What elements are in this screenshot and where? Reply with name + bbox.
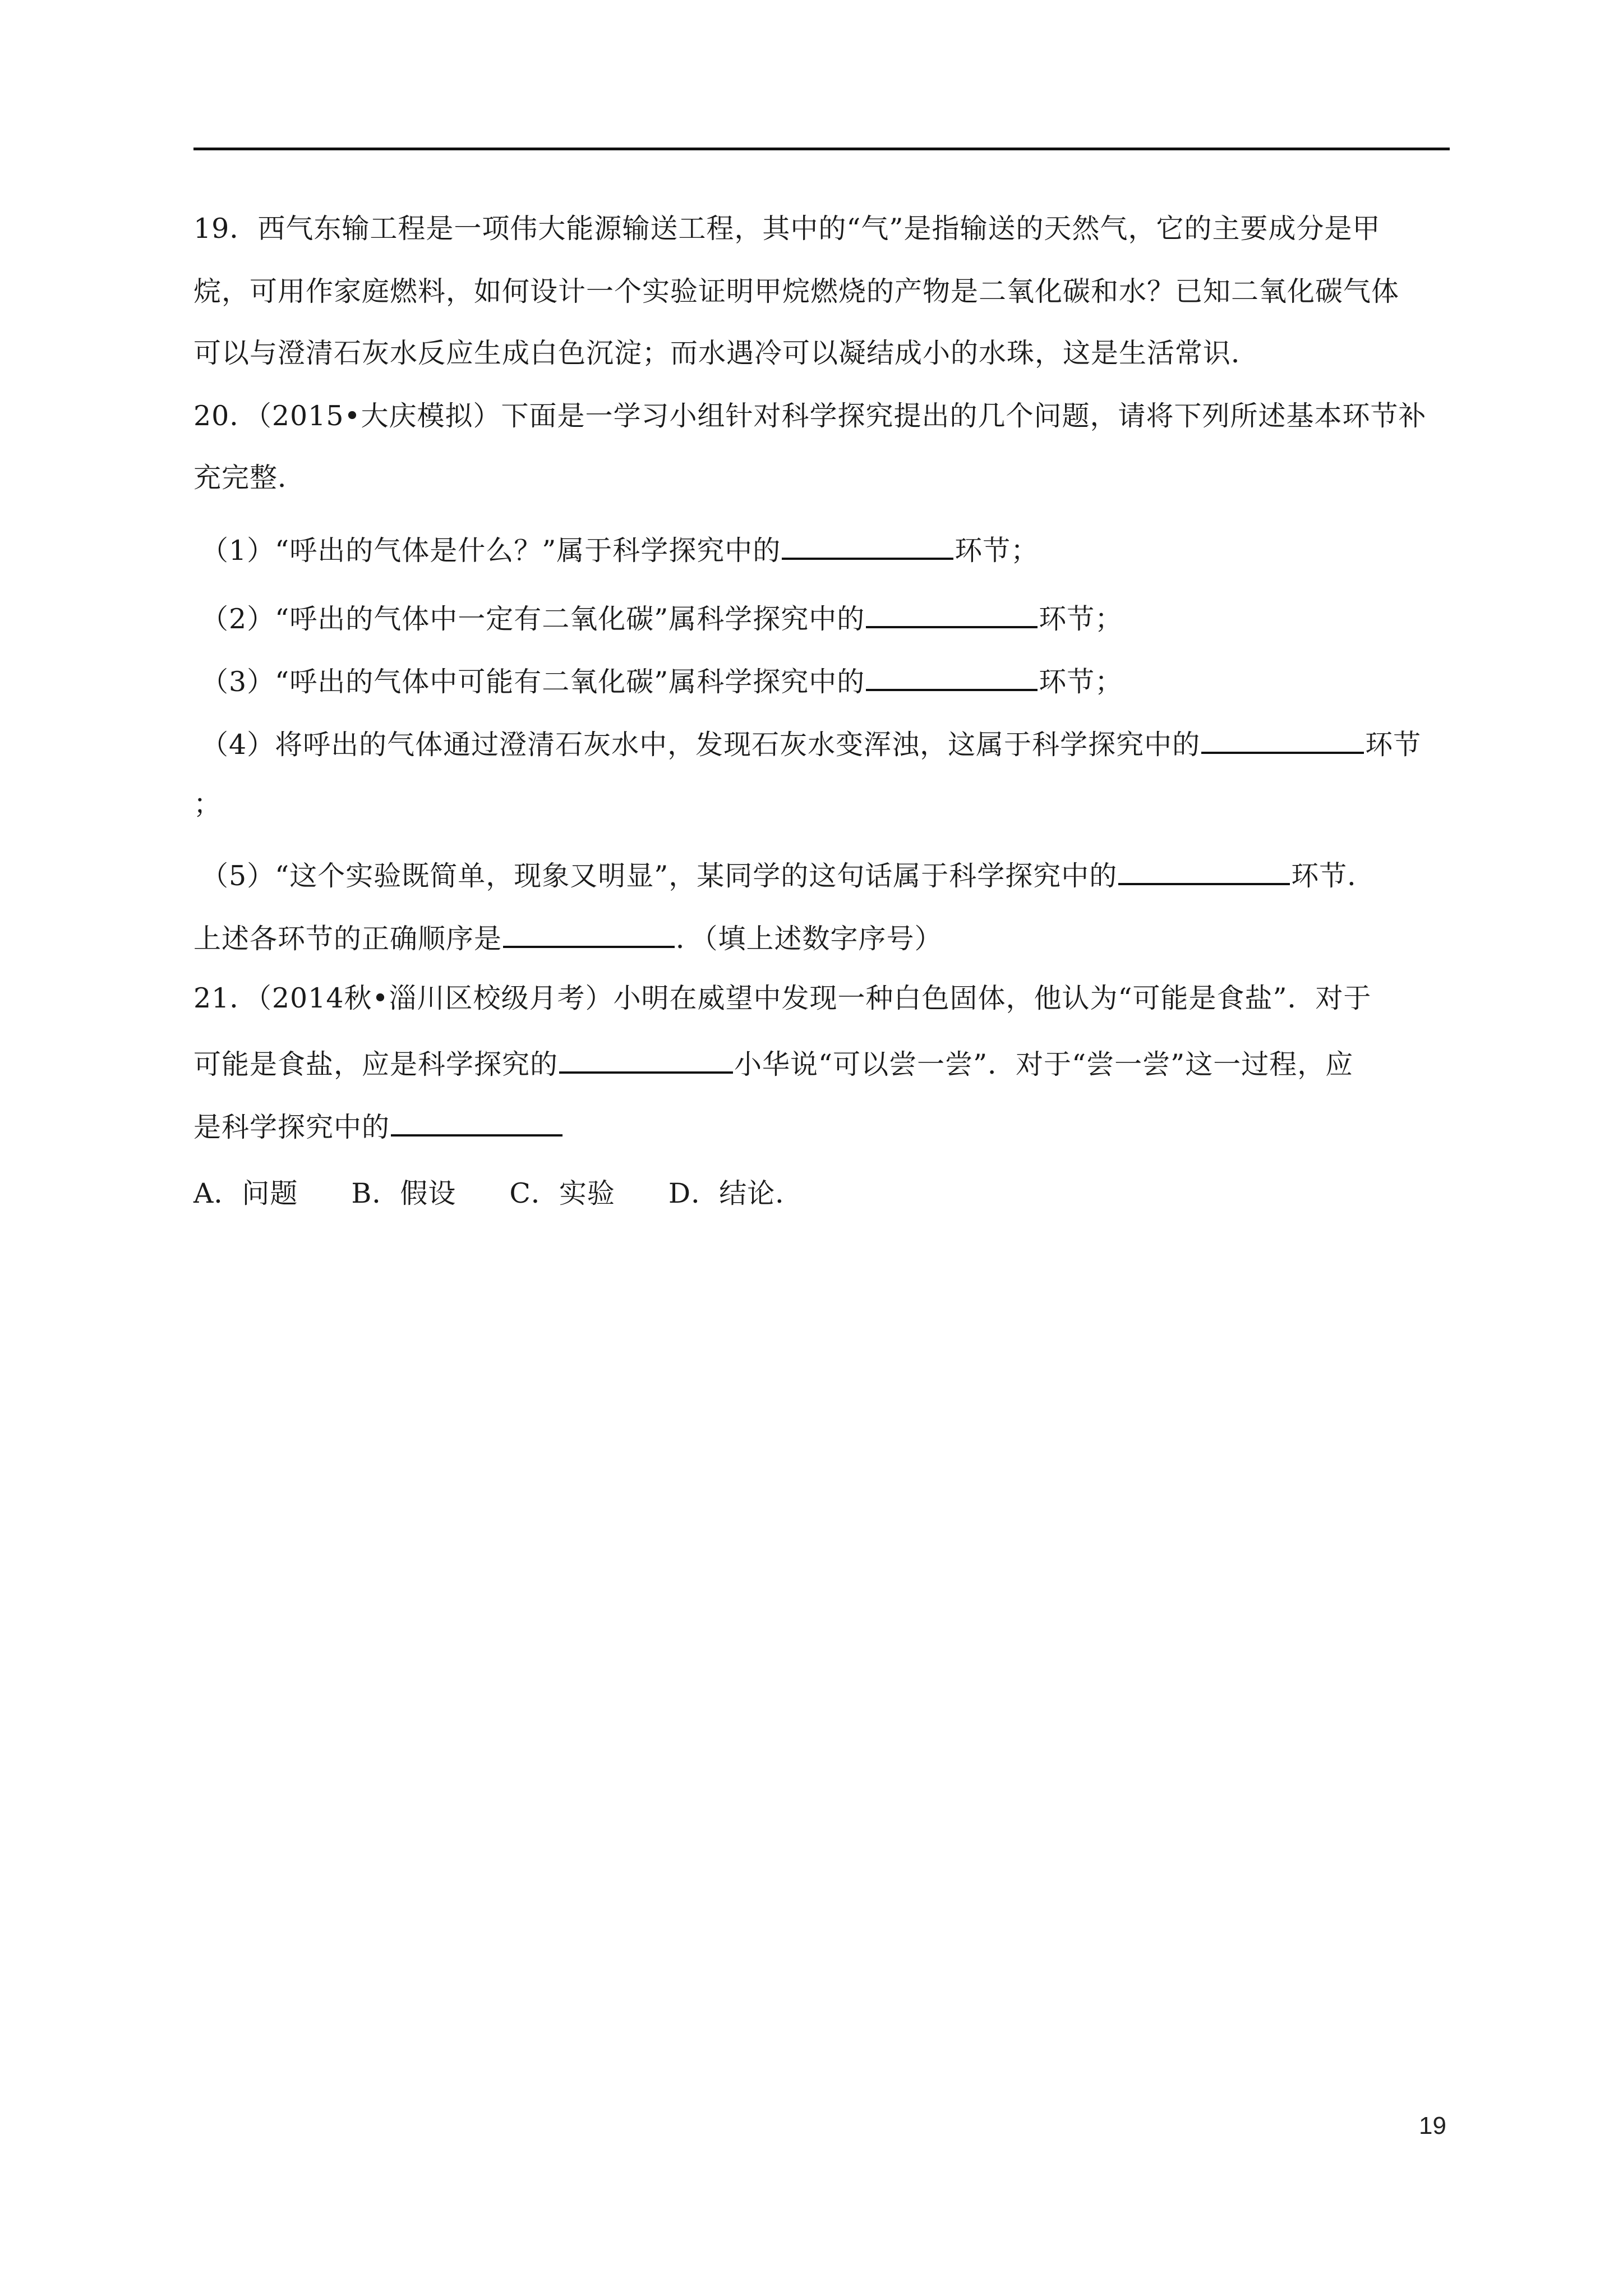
option-b[interactable]: B．假设 [351,1177,457,1209]
q21-line-3 [193,1107,564,1144]
q20-item-4 [201,725,1421,762]
q20-item-5-text: （5）“这个实验既简单，现象又明显”，某同学的这句话属于科学探究中的 [201,860,1118,892]
q20-item-4-suffix: 环节 [1365,729,1422,761]
q20-item-4-continuation: ； [193,788,222,820]
q20-order-line [193,919,943,956]
option-c[interactable]: C．实验 [509,1177,615,1209]
answer-blank[interactable] [503,919,675,948]
option-d[interactable]: D．结论． [668,1177,804,1209]
q20-item-1-suffix: 环节； [955,535,1039,567]
q21-line-3-text: 是科学探究中的 [193,1111,390,1143]
answer-blank[interactable] [391,1107,562,1137]
q20-item-1 [201,531,1039,568]
page-number: 19 [1419,2112,1446,2139]
q20-item-5-suffix: 环节． [1291,860,1376,892]
q20-item-2-text: （2）“呼出的气体中一定有二氧化碳”属科学探究中的 [201,603,865,635]
q20-item-3 [201,662,1123,699]
option-a[interactable]: A．问题 [193,1177,298,1209]
q21-line-2-suffix: 小华说“可以尝一尝”．对于“尝一尝”这一过程，应 [734,1048,1354,1080]
answer-blank[interactable] [782,531,953,560]
q21-line-1: 21．（2014秋•淄川区校级月考）小明在威望中发现一种白色固体，他认为“可能是食盐”．对于 [193,982,1372,1014]
q20-item-5 [201,856,1375,893]
q20-item-1-text: （1）“呼出的气体是什么？”属于科学探究中的 [201,535,781,567]
answer-blank[interactable] [866,662,1038,691]
q20-item-3-text: （3）“呼出的气体中可能有二氧化碳”属科学探究中的 [201,666,865,698]
answer-blank[interactable] [866,599,1038,628]
q20-item-4-text: （4）将呼出的气体通过澄清石灰水中，发现石灰水变浑浊，这属于科学探究中的 [201,729,1201,761]
q20-line-1: 20．（2015•大庆模拟）下面是一学习小组针对科学探究提出的几个问题，请将下列所述基本环节补 [193,400,1427,432]
q20-item-3-suffix: 环节； [1039,666,1123,698]
answer-blank[interactable] [1201,725,1364,754]
q20-item-2-suffix: 环节； [1039,603,1123,635]
q21-options [193,1177,803,1211]
answer-blank[interactable] [559,1045,733,1074]
q20-order-suffix: ．（填上述数字序号） [676,923,943,955]
q20-item-2 [201,599,1123,636]
q20-order-text: 上述各环节的正确顺序是 [193,923,502,955]
header-rule [193,148,1450,150]
q21-line-2-text: 可能是食盐，应是科学探究的 [193,1048,559,1080]
answer-blank[interactable] [1118,856,1290,885]
q19-line-1: 19．西气东输工程是一项伟大能源输送工程，其中的“气”是指输送的天然气，它的主要成分是甲 [193,213,1381,245]
q19-line-3: 可以与澄清石灰水反应生成白色沉淀；而水遇冷可以凝结成小的水珠，这是生活常识． [193,337,1260,369]
q21-line-2 [193,1045,1353,1082]
q19-line-2: 烷，可用作家庭燃料，如何设计一个实验证明甲烷燃烧的产物是二氧化碳和水？已知二氧化碳气体 [193,275,1400,307]
q20-line-2: 充完整． [193,462,306,494]
